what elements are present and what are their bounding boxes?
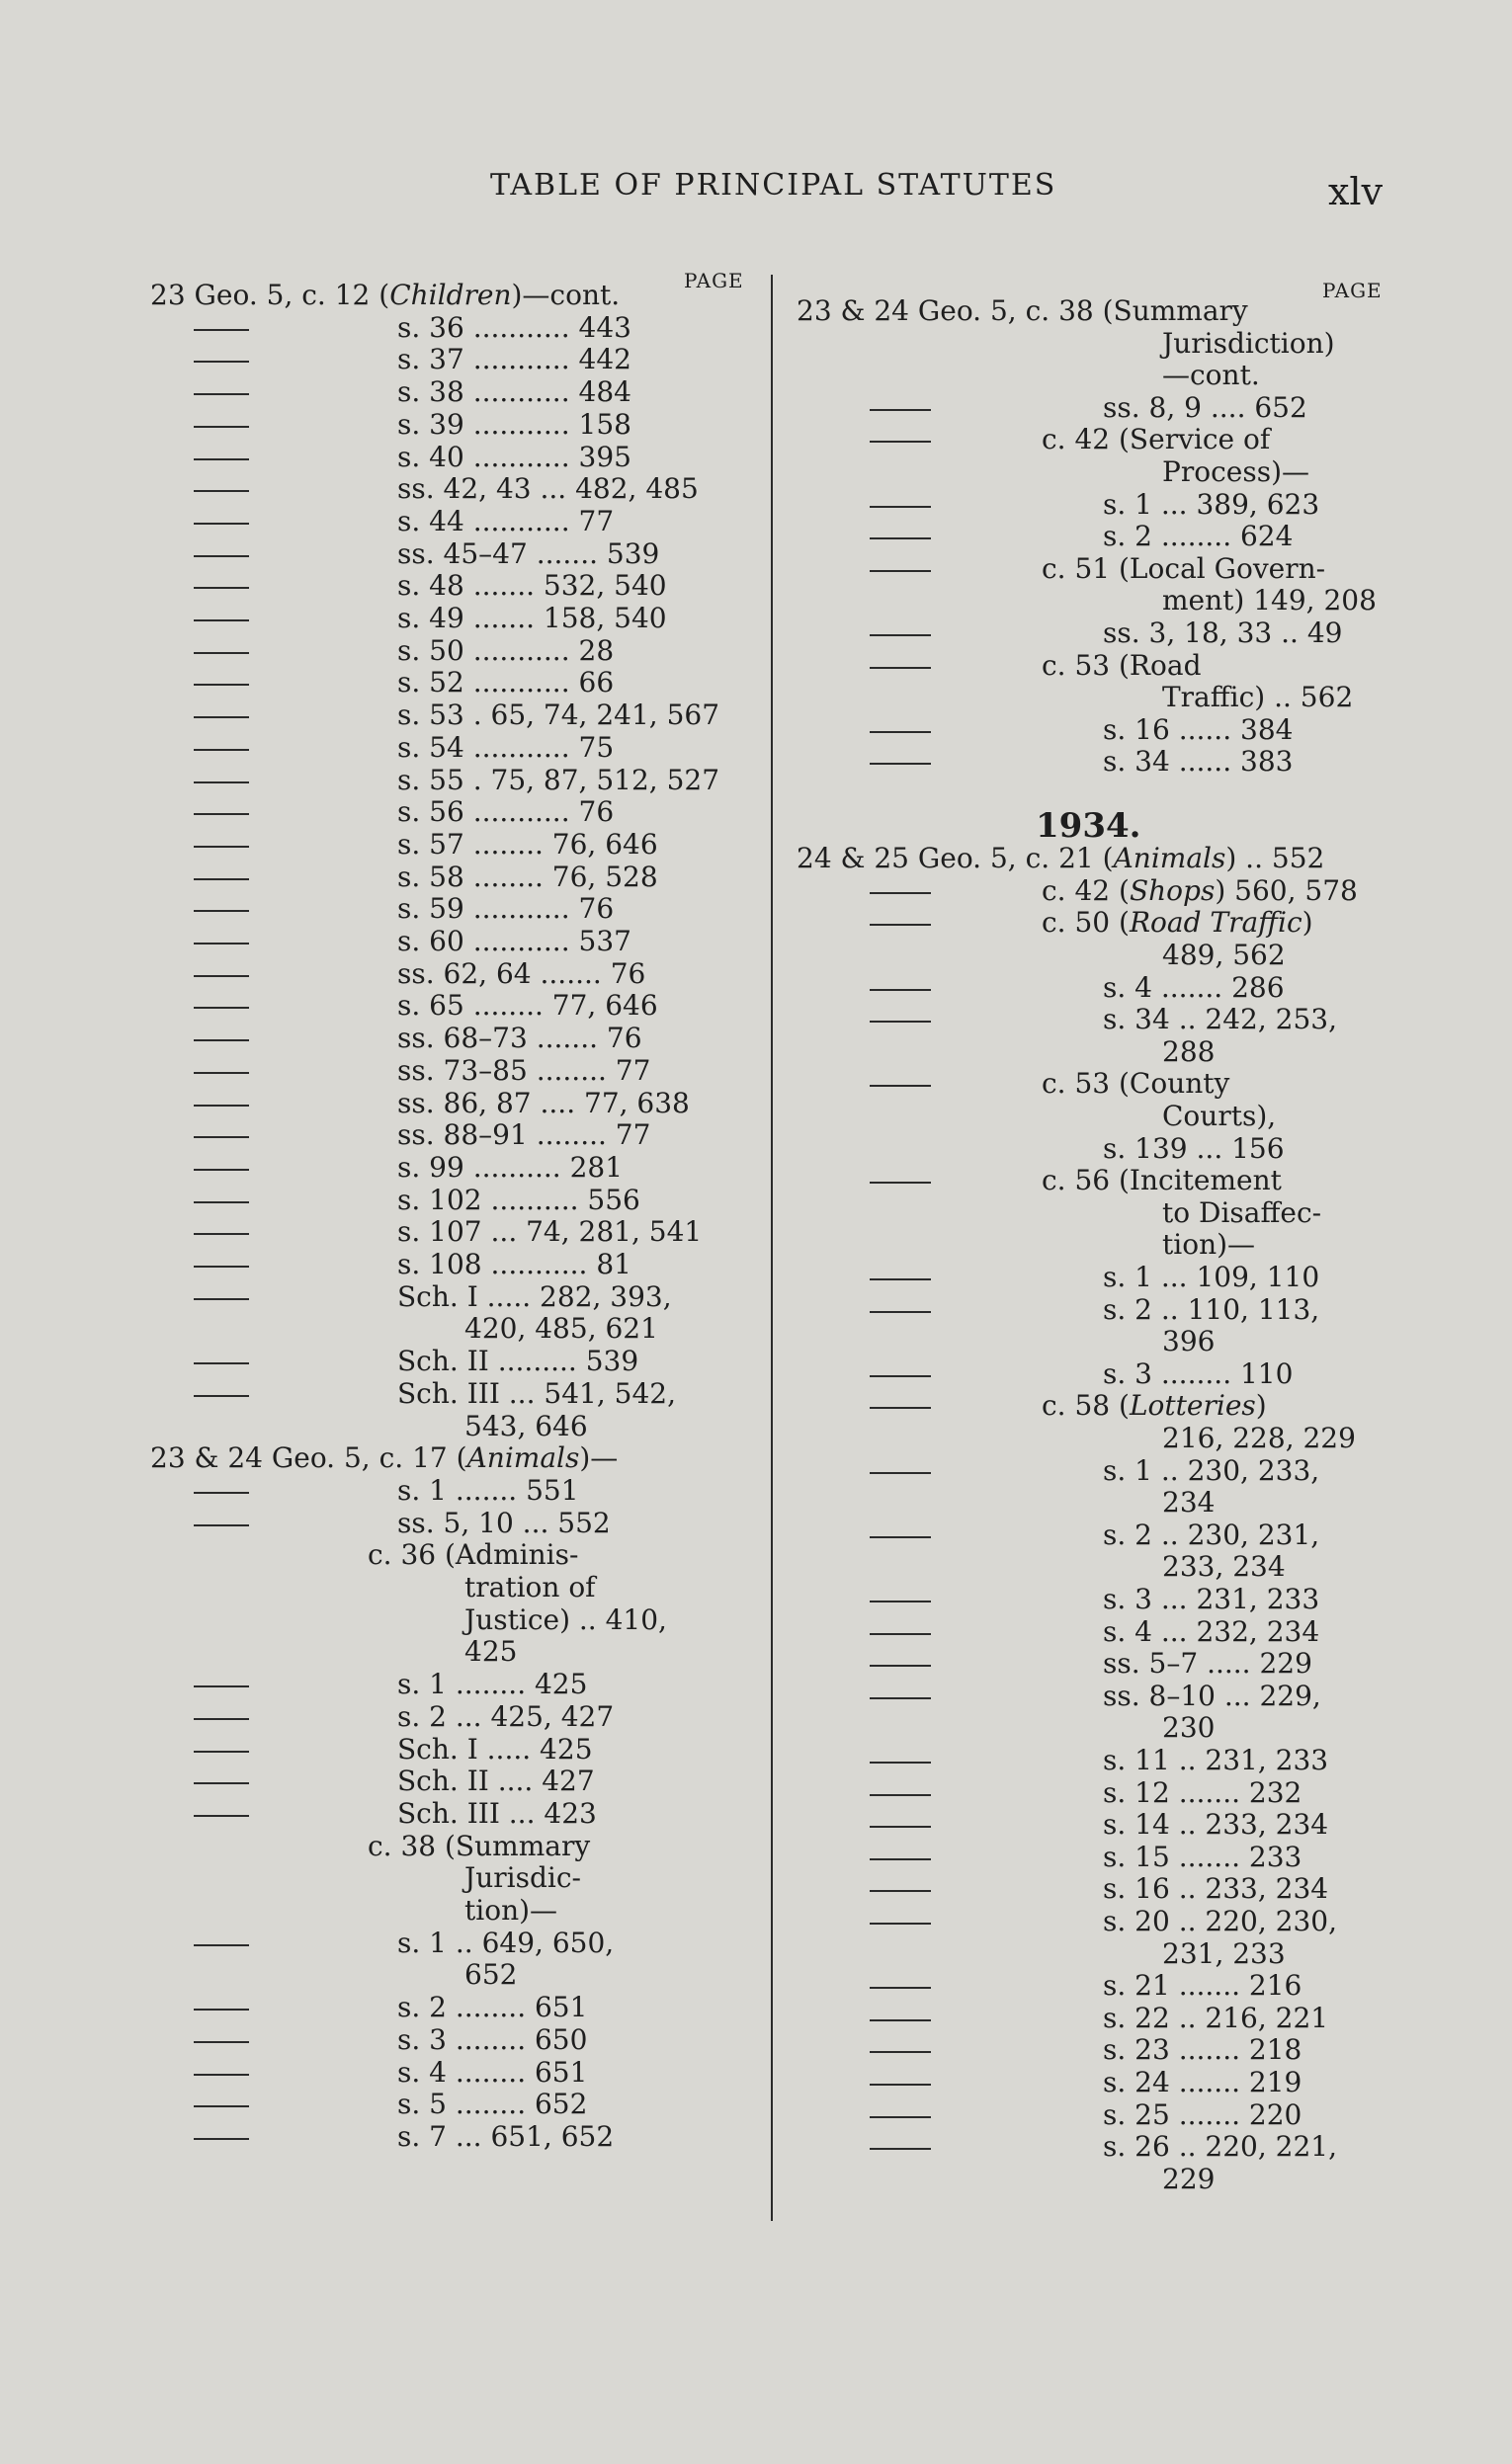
ditto-dash [870,731,931,733]
index-entry: s. 1 ....... 551 [397,1473,579,1507]
index-entry: ss. 88–91 ........ 77 [397,1118,651,1152]
ditto-dash [194,1685,249,1687]
index-entry: 425 [464,1635,518,1669]
index-entry: s. 36 ........... 443 [397,310,631,344]
index-entry: ss. 3, 18, 33 .. 49 [1103,616,1343,649]
index-entry: s. 22 .. 216, 221 [1103,2001,1329,2034]
ditto-dash [194,813,249,815]
year-heading: 1934. [1036,805,1141,846]
index-entry: s. 16 .. 233, 234 [1103,1872,1329,1906]
ditto-dash [870,506,931,508]
index-entry: c. 36 (Adminis- [368,1538,579,1572]
index-entry: Sch. II ......... 539 [397,1345,639,1378]
index-entry: s. 21 ....... 216 [1103,1969,1302,2003]
ditto-dash [870,763,931,765]
ditto-dash [194,361,249,363]
ditto-dash [870,1923,931,1925]
index-entry: s. 3 ........ 110 [1103,1356,1294,1390]
index-entry: s. 24 ....... 219 [1103,2066,1302,2098]
index-entry: 23 & 24 Geo. 5, c. 17 (Animals)— [150,1441,619,1475]
index-entry: c. 51 (Local Govern- [1042,551,1326,585]
ditto-dash [194,1815,249,1817]
index-entry: 489, 562 [1162,939,1286,971]
index-entry: ss. 8–10 ... 229, [1103,1679,1321,1712]
index-entry: 231, 233 [1162,1936,1286,1970]
ditto-dash [194,1007,249,1009]
index-entry: Sch. II .... 427 [397,1765,595,1798]
index-entry: ss. 5–7 ..... 229 [1103,1647,1312,1681]
index-entry: s. 14 .. 233, 234 [1103,1808,1329,1842]
ditto-dash [194,716,249,718]
index-entry: s. 48 ....... 532, 540 [397,569,667,603]
ditto-dash [870,1375,931,1377]
index-entry: 652 [464,1958,518,1992]
index-entry: s. 3 ... 231, 233 [1103,1583,1320,1615]
index-entry: 234 [1162,1486,1216,1519]
ditto-dash [194,2138,249,2140]
ditto-dash [194,1944,249,1946]
index-entry: s. 20 .. 220, 230, [1103,1905,1337,1937]
ditto-dash [194,781,249,783]
ditto-dash [870,2148,931,2150]
index-entry: ss. 45–47 ....... 539 [397,536,660,570]
index-entry: ment) 149, 208 [1162,584,1377,617]
index-entry: 23 & 24 Geo. 5, c. 38 (Summary [797,294,1248,327]
ditto-dash [194,1395,249,1397]
ditto-dash [194,1782,249,1784]
index-entry: s. 50 ........... 28 [397,633,615,667]
index-entry: 543, 646 [464,1409,588,1442]
index-entry: s. 16 ...... 384 [1103,712,1294,746]
index-entry: s. 56 ........... 76 [397,795,615,829]
ditto-dash [194,1201,249,1203]
ditto-dash [870,1890,931,1892]
index-entry: Sch. I ..... 425 [397,1732,593,1766]
ditto-dash [194,426,249,428]
ditto-dash [870,1536,931,1538]
index-entry: Courts), [1162,1100,1277,1132]
index-entry: 23 Geo. 5, c. 12 (Children)—cont. [150,279,621,311]
ditto-dash [194,846,249,848]
index-entry: c. 53 (County [1042,1067,1230,1101]
ditto-dash [870,1858,931,1860]
index-entry: s. 108 ........... 81 [397,1248,631,1280]
index-entry: s. 4 ....... 286 [1103,970,1285,1004]
index-entry: 233, 234 [1162,1550,1286,1584]
ditto-dash [870,570,931,572]
index-entry: s. 4 ........ 651 [397,2055,588,2089]
ditto-dash [870,1311,931,1313]
ditto-dash [194,1072,249,1074]
index-entry: s. 7 ... 651, 652 [397,2119,615,2153]
ditto-dash [194,2074,249,2076]
ditto-dash [194,652,249,654]
ditto-dash [870,989,931,991]
index-entry: s. 4 ... 232, 234 [1103,1614,1320,1648]
index-entry: 229 [1162,2162,1216,2195]
ditto-dash [194,684,249,686]
ditto-dash [870,892,931,894]
ditto-dash [870,1021,931,1023]
index-entry: ss. 62, 64 ....... 76 [397,956,646,990]
ditto-dash [870,1182,931,1184]
index-entry: s. 12 ....... 232 [1103,1775,1302,1809]
ditto-dash [870,1601,931,1602]
index-entry: s. 3 ........ 650 [397,2022,588,2056]
ditto-dash [194,1136,249,1138]
ditto-dash [194,1298,249,1300]
index-entry: Sch. III ... 541, 542, [397,1376,676,1410]
index-entry: tion)— [1162,1228,1256,1262]
ditto-dash [194,458,249,460]
ditto-dash [194,2041,249,2043]
index-entry: s. 107 ... 74, 281, 541 [397,1215,703,1249]
ditto-dash [194,587,249,589]
index-entry: Traffic) .. 562 [1162,681,1354,714]
ditto-dash [870,2019,931,2021]
index-entry: Jurisdic- [464,1861,581,1895]
ditto-dash [870,1085,931,1087]
ditto-dash [194,878,249,880]
index-entry: s. 52 ........... 66 [397,666,615,699]
index-entry: s. 49 ....... 158, 540 [397,602,667,634]
index-entry: s. 44 ........... 77 [397,504,615,537]
index-entry: —cont. [1162,359,1260,392]
index-entry: 396 [1162,1325,1216,1358]
index-entry: ss. 86, 87 .... 77, 638 [397,1086,690,1119]
index-entry: s. 15 ....... 233 [1103,1840,1302,1873]
index-entry: Sch. III ... 423 [397,1796,597,1830]
index-entry: 216, 228, 229 [1162,1422,1356,1454]
ditto-dash [870,2051,931,2053]
index-entry: 24 & 25 Geo. 5, c. 21 (Animals) .. 552 [797,842,1325,875]
index-entry: s. 38 ........... 484 [397,375,631,409]
index-entry: Sch. I ..... 282, 393, [397,1279,672,1313]
ditto-dash [194,1039,249,1041]
index-entry: s. 55 . 75, 87, 512, 527 [397,763,720,796]
ditto-dash [870,1407,931,1409]
index-entry: s. 99 .......... 281 [397,1150,624,1184]
page-number: xlv [1328,170,1384,213]
ditto-dash [194,910,249,912]
index-entry: s. 11 .. 231, 233 [1103,1744,1329,1776]
ditto-dash [194,1524,249,1526]
index-entry: s. 1 ........ 425 [397,1668,588,1701]
index-entry: s. 26 .. 220, 221, [1103,2130,1337,2164]
index-entry: s. 1 .. 230, 233, [1103,1453,1320,1487]
index-entry: c. 53 (Road [1042,648,1202,682]
index-entry: tion)— [464,1894,558,1927]
ditto-dash [870,634,931,636]
index-entry: Jurisdiction) [1162,326,1335,360]
index-entry: Process)— [1162,455,1309,488]
ditto-dash [870,924,931,926]
page-header-title: TABLE OF PRINCIPAL STATUTES [490,168,1057,203]
ditto-dash [194,555,249,557]
ditto-dash [870,1665,931,1667]
ditto-dash [870,1633,931,1635]
index-entry: 420, 485, 621 [464,1312,658,1346]
page-column-label-left: PAGE [684,269,744,292]
index-entry: s. 139 ... 156 [1103,1131,1285,1165]
index-entry: s. 1 .. 649, 650, [397,1926,615,1959]
ditto-dash [194,1105,249,1107]
index-entry: 230 [1162,1711,1216,1745]
index-entry: s. 57 ........ 76, 646 [397,827,658,861]
index-entry: ss. 42, 43 ... 482, 485 [397,472,699,506]
index-entry: s. 54 ........... 75 [397,730,615,764]
index-entry: s. 5 ........ 652 [397,2088,588,2121]
ditto-dash [870,409,931,411]
index-entry: s. 34 .. 242, 253, [1103,1003,1337,1036]
ditto-dash [194,393,249,395]
ditto-dash [194,523,249,525]
page-column-label-right: PAGE [1322,279,1383,302]
index-entry: s. 39 ........... 158 [397,407,631,441]
index-entry: Justice) .. 410, [464,1602,667,1636]
ditto-dash [870,2116,931,2118]
index-entry: ss. 68–73 ....... 76 [397,1022,642,1055]
ditto-dash [870,1278,931,1280]
index-entry: c. 58 (Lotteries) [1042,1389,1267,1423]
index-entry: s. 23 ....... 218 [1103,2033,1302,2067]
column-divider [771,275,773,2221]
ditto-dash [194,1266,249,1268]
ditto-dash [870,1794,931,1796]
ditto-dash [194,749,249,751]
index-entry: s. 102 .......... 556 [397,1183,640,1216]
ditto-dash [870,441,931,443]
ditto-dash [870,1697,931,1699]
index-entry: s. 2 .. 230, 231, [1103,1518,1320,1551]
index-entry: c. 50 (Road Traffic) [1042,906,1313,940]
ditto-dash [194,329,249,331]
ditto-dash [870,1987,931,1989]
index-entry: s. 2 ... 425, 427 [397,1699,615,1733]
index-entry: tration of [464,1571,596,1603]
ditto-dash [194,1169,249,1171]
index-entry: 288 [1162,1034,1216,1068]
index-entry: s. 2 ........ 624 [1103,520,1294,553]
index-entry: s. 1 ... 389, 623 [1103,487,1320,521]
index-entry: ss. 73–85 ........ 77 [397,1053,651,1087]
index-entry: s. 60 ........... 537 [397,925,631,957]
index-entry: s. 53 . 65, 74, 241, 567 [397,698,720,732]
ditto-dash [870,667,931,669]
index-entry: s. 25 ....... 220 [1103,2097,1302,2131]
index-entry: c. 38 (Summary [368,1829,591,1862]
index-entry: to Disaffec- [1162,1195,1322,1229]
ditto-dash [194,490,249,492]
index-entry: s. 2 ........ 651 [397,1991,588,2024]
index-entry: ss. 5, 10 ... 552 [397,1506,611,1539]
index-entry: s. 58 ........ 76, 528 [397,860,658,893]
index-entry: s. 65 ........ 77, 646 [397,989,658,1023]
ditto-dash [194,1718,249,1720]
ditto-dash [194,1751,249,1753]
ditto-dash [870,1826,931,1828]
ditto-dash [194,943,249,945]
index-entry: s. 1 ... 109, 110 [1103,1261,1320,1293]
ditto-dash [194,2009,249,2011]
ditto-dash [194,1233,249,1235]
index-entry: ss. 8, 9 .... 652 [1103,390,1307,424]
ditto-dash [870,1762,931,1764]
ditto-dash [870,2084,931,2086]
ditto-dash [194,619,249,621]
ditto-dash [194,975,249,977]
ditto-dash [194,1492,249,1494]
index-entry: c. 56 (Incitement [1042,1164,1282,1197]
index-entry: s. 40 ........... 395 [397,440,631,473]
ditto-dash [194,2105,249,2107]
index-entry: c. 42 (Service of [1042,423,1271,456]
index-entry: s. 59 ........... 76 [397,892,615,926]
index-entry: s. 37 ........... 442 [397,343,631,376]
index-entry: c. 42 (Shops) 560, 578 [1042,873,1358,907]
index-entry: s. 2 .. 110, 113, [1103,1292,1320,1326]
index-entry: s. 34 ...... 383 [1103,745,1294,779]
ditto-dash [870,537,931,539]
ditto-dash [194,1362,249,1364]
ditto-dash [870,1472,931,1474]
